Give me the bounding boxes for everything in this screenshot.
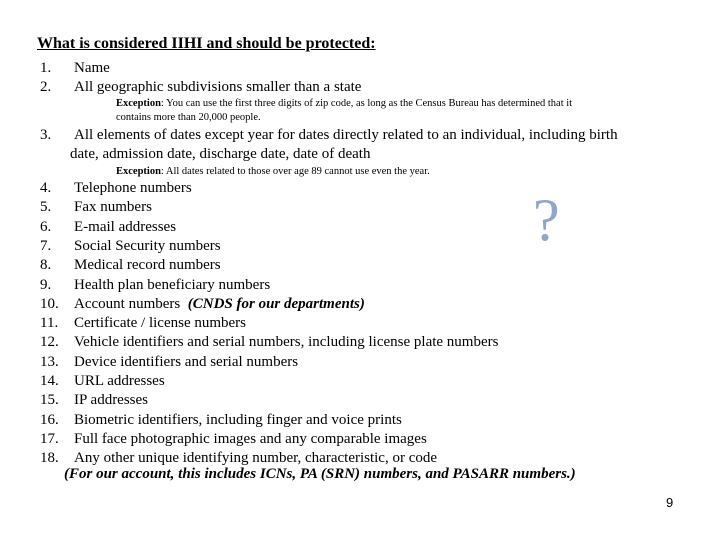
item-text: Health plan beneficiary numbers <box>74 276 271 293</box>
item-number: 1. <box>40 60 52 76</box>
item-text: Telephone numbers <box>74 180 192 196</box>
item-text: Biometric identifiers, including finger and voice prints <box>74 411 402 428</box>
question-mark-graphic: ? <box>533 187 560 253</box>
exception-note <box>116 165 430 179</box>
list-item <box>40 256 221 275</box>
page-title: What is considered IIHI and should be protected: <box>37 35 376 52</box>
exception-text: : All dates related to those over age 89 cannot use even the year. <box>160 166 430 177</box>
exception-note-cont: contains more than 20,000 people. <box>116 112 261 123</box>
list-item <box>40 372 165 391</box>
item-text: URL addresses <box>74 373 165 389</box>
item-number: 4. <box>40 180 52 196</box>
item-number: 16. <box>40 411 59 428</box>
item-text: Name <box>74 60 110 76</box>
list-item-cont: date, admission date, discharge date, date of death <box>70 146 371 162</box>
item-text: IP addresses <box>74 392 149 409</box>
item-text: Medical record numbers <box>74 257 221 274</box>
item-text: Account numbers <box>74 295 181 312</box>
item-text: All geographic subdivisions smaller than a state <box>74 79 362 95</box>
list-item <box>40 295 365 314</box>
item-text: E-mail addresses <box>74 218 177 235</box>
list-item <box>40 59 110 78</box>
item-number: 2. <box>40 79 52 95</box>
item-number: 5. <box>40 199 52 216</box>
item-text: All elements of dates except year for dates directly related to an individual, including birth <box>74 127 618 143</box>
item-number: 18. <box>40 450 59 467</box>
item-note: (CNDS for our departments) <box>187 295 365 312</box>
exception-label: Exception <box>116 98 161 109</box>
list-item <box>40 333 498 352</box>
exception-text: : You can use the first three digits of zip code, as long as the Census Bureau has determined that it <box>160 98 573 109</box>
list-item <box>40 430 427 449</box>
list-item <box>40 218 176 237</box>
list-item <box>40 353 298 372</box>
list-item <box>40 78 361 97</box>
exception-label: Exception <box>116 166 161 177</box>
list-item <box>40 198 152 217</box>
item-text: Social Security numbers <box>74 237 221 254</box>
item-text: Vehicle identifiers and serial numbers, including license plate numbers <box>74 334 499 351</box>
list-item <box>40 237 221 256</box>
item-text: Fax numbers <box>74 199 152 216</box>
item-number: 14. <box>40 373 59 389</box>
list-item <box>40 411 402 430</box>
list-item <box>40 391 148 410</box>
item-number: 8. <box>40 257 52 274</box>
item-number: 15. <box>40 392 59 409</box>
item-number: 12. <box>40 334 59 351</box>
item-number: 3. <box>40 127 52 143</box>
item-text: Any other unique identifying number, characteristic, or code <box>74 450 438 467</box>
item-number: 17. <box>40 430 59 447</box>
item-number: 10. <box>40 295 59 312</box>
list-item <box>40 314 246 333</box>
exception-note <box>116 97 572 111</box>
list-item <box>40 126 618 145</box>
item-text: Device identifiers and serial numbers <box>74 353 299 370</box>
item-number: 6. <box>40 218 52 235</box>
item-number: 9. <box>40 276 52 293</box>
item-text: Certificate / license numbers <box>74 315 247 332</box>
item-text: Full face photographic images and any comparable images <box>74 430 427 447</box>
list-item <box>40 179 192 198</box>
page-number: 9 <box>666 495 674 510</box>
item-number: 11. <box>40 315 59 332</box>
item-number: 13. <box>40 353 59 370</box>
closing-note: (For our account, this includes ICNs, PA (SRN) numbers, and PASARR numbers.) <box>64 466 576 482</box>
item-number: 7. <box>40 237 52 254</box>
list-item <box>40 276 270 295</box>
